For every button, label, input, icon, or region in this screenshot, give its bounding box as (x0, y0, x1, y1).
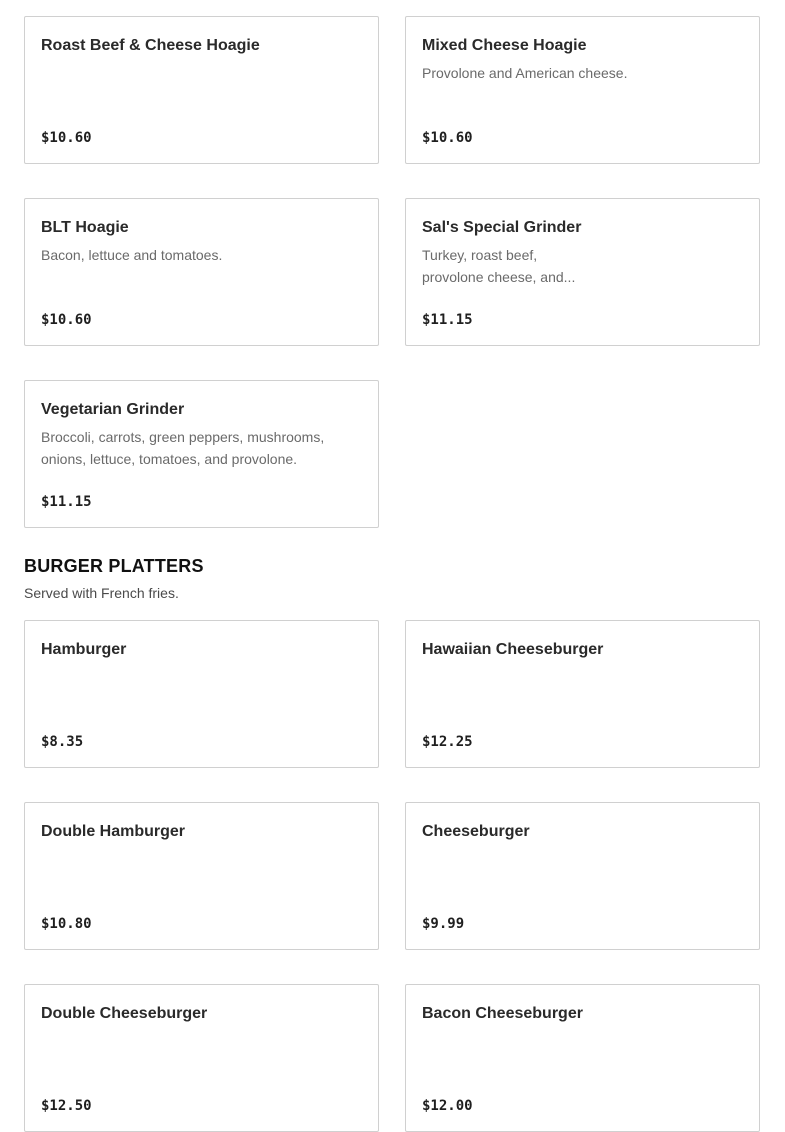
menu-item-price: $8.35 (41, 734, 84, 750)
menu-item-price: $10.60 (41, 130, 92, 146)
menu-item-name: Mixed Cheese Hoagie (422, 37, 587, 54)
menu-item-price: $12.50 (41, 1098, 92, 1114)
description-line: onions, lettuce, tomatoes, and provolone. (41, 451, 298, 467)
menu-item-card[interactable] (24, 380, 379, 528)
menu-item-price: $10.60 (422, 130, 473, 146)
menu-item-name: Double Hamburger (41, 823, 186, 840)
menu-item-description: Provolone and American cheese. (422, 65, 628, 81)
menu-item-price: $11.15 (422, 312, 473, 328)
menu-item-price: $10.80 (41, 916, 92, 932)
menu-item-card[interactable] (24, 198, 379, 346)
menu-item-card[interactable] (405, 984, 760, 1132)
menu-item-name: Bacon Cheeseburger (422, 1005, 583, 1022)
menu-item-card[interactable] (24, 620, 379, 768)
menu-item-card[interactable] (24, 802, 379, 950)
section-title: BURGER PLATTERS (24, 556, 204, 576)
menu-item-price: $11.15 (41, 494, 92, 510)
menu-item-card[interactable] (405, 198, 760, 346)
menu-item-card[interactable] (24, 984, 379, 1132)
menu-item-card[interactable] (405, 802, 760, 950)
section-subtitle: Served with French fries. (24, 585, 179, 601)
menu-item-name: Vegetarian Grinder (41, 401, 185, 418)
menu-item-name: Cheeseburger (422, 823, 530, 840)
description-line: Broccoli, carrots, green peppers, mushrooms, (41, 429, 325, 445)
menu-item-description (422, 244, 575, 288)
menu-item-name: Hawaiian Cheeseburger (422, 641, 604, 658)
menu-item-name: Hamburger (41, 641, 127, 658)
menu-item-description: Bacon, lettuce and tomatoes. (41, 247, 223, 263)
menu-item-name: BLT Hoagie (41, 219, 129, 236)
menu-item-card[interactable] (24, 16, 379, 164)
menu-item-price: $9.99 (422, 916, 465, 932)
description-line: provolone cheese, and... (422, 269, 576, 285)
menu-item-price: $12.00 (422, 1098, 473, 1114)
menu-item-price: $12.25 (422, 734, 473, 750)
menu-item-description (41, 426, 324, 470)
menu-item-name: Double Cheeseburger (41, 1005, 208, 1022)
menu-item-name: Roast Beef & Cheese Hoagie (41, 37, 260, 54)
description-line: Turkey, roast beef, (422, 247, 538, 263)
menu-item-card[interactable] (405, 16, 760, 164)
menu-item-card[interactable] (405, 620, 760, 768)
menu-item-price: $10.60 (41, 312, 92, 328)
menu-item-name: Sal's Special Grinder (422, 219, 582, 236)
